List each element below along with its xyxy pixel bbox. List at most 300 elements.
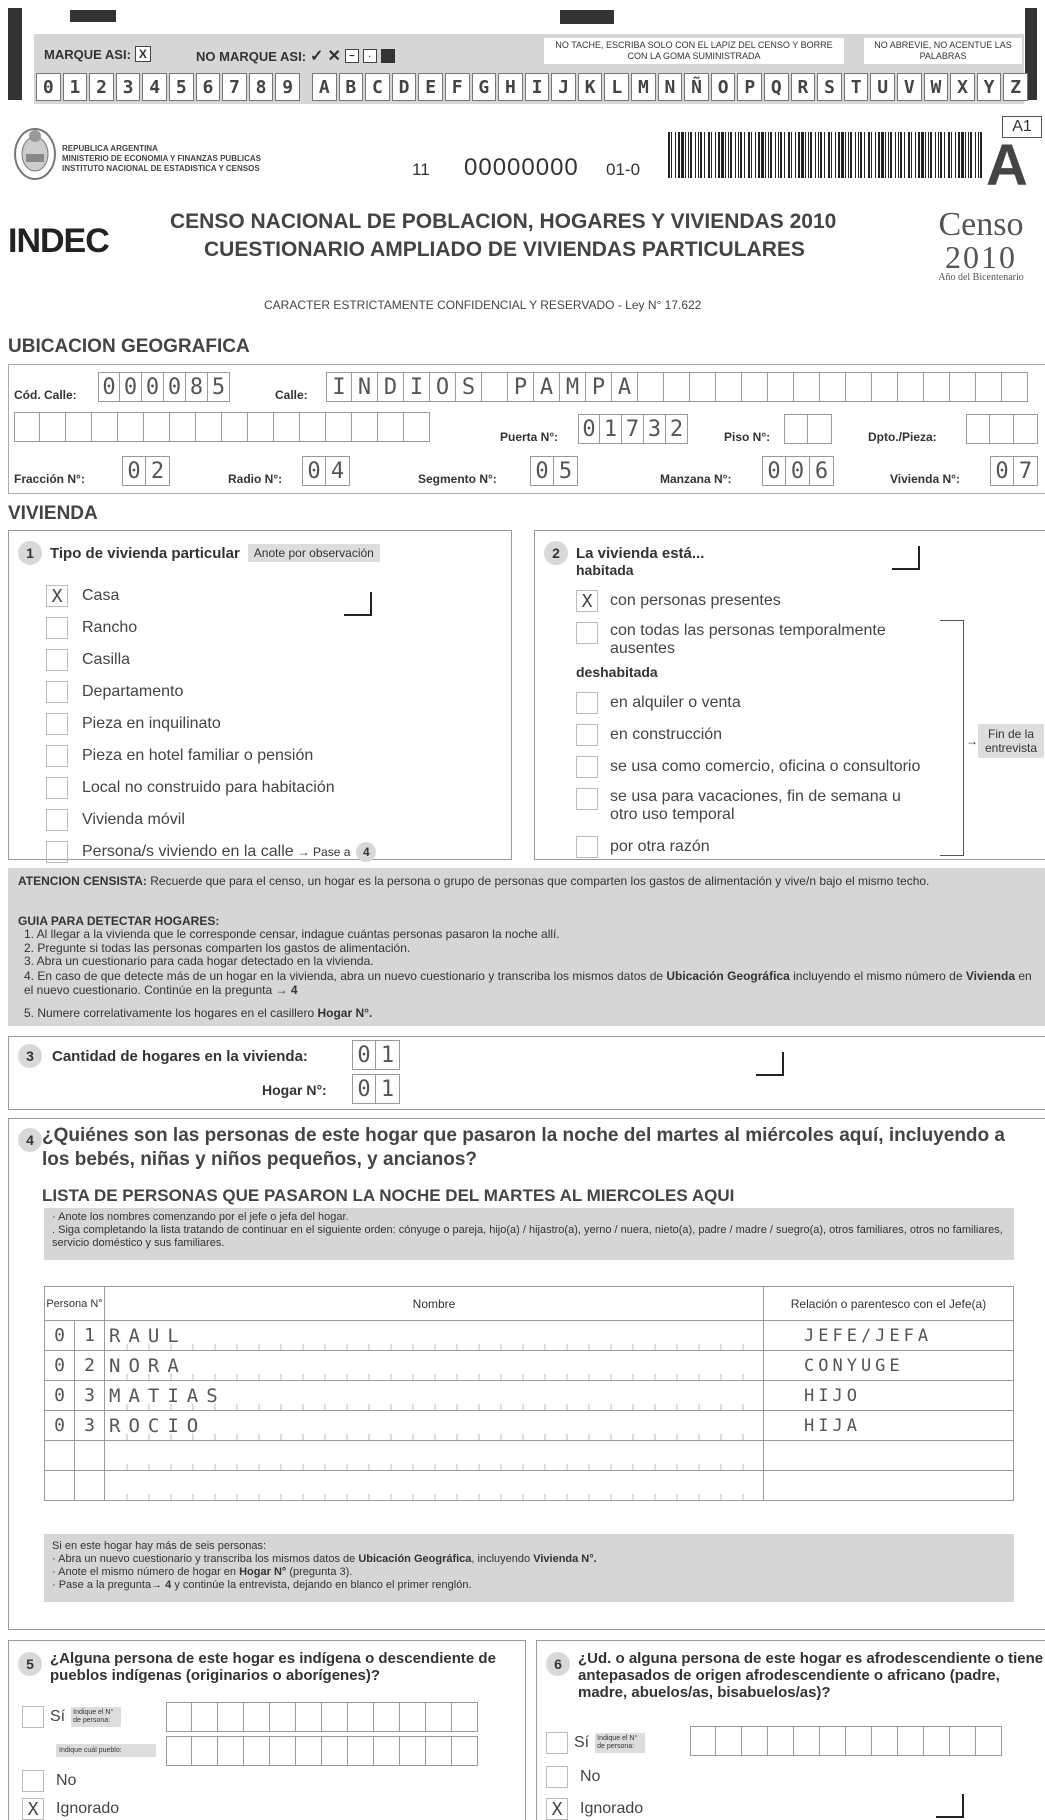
q5-persona-cells[interactable] bbox=[166, 1702, 478, 1732]
input-cell[interactable] bbox=[664, 372, 690, 402]
q6-label-si: Sí bbox=[574, 1734, 590, 1751]
manzana-field[interactable] bbox=[762, 456, 834, 486]
input-cell[interactable]: 8 bbox=[186, 372, 208, 402]
person-rel: CONYUGE bbox=[804, 1355, 904, 1376]
input-cell[interactable] bbox=[976, 372, 1002, 402]
person-name-cell[interactable] bbox=[105, 1471, 764, 1501]
q2-fin-arrow: → bbox=[966, 734, 978, 748]
input-cell[interactable]: 5 bbox=[554, 456, 578, 486]
input-cell[interactable] bbox=[352, 412, 378, 442]
q1-checkbox[interactable]: X bbox=[46, 585, 68, 607]
q1-checkbox[interactable] bbox=[46, 617, 68, 639]
puerta-field[interactable] bbox=[578, 414, 688, 444]
input-cell[interactable] bbox=[14, 412, 40, 442]
input-cell[interactable]: 0 bbox=[990, 456, 1014, 486]
input-cell[interactable] bbox=[768, 1726, 794, 1756]
atencion-label: ATENCION CENSISTA: bbox=[18, 874, 147, 888]
fraccion-field[interactable] bbox=[122, 456, 170, 486]
q4-note-2 bbox=[52, 1566, 1006, 1579]
input-cell[interactable] bbox=[296, 1736, 322, 1766]
q1-checkbox[interactable] bbox=[46, 713, 68, 735]
input-cell[interactable]: 6 bbox=[810, 456, 834, 486]
person-rel-cell[interactable] bbox=[764, 1441, 1014, 1471]
input-cell[interactable] bbox=[846, 1726, 872, 1756]
alphabet-char: Q bbox=[764, 73, 789, 101]
q1-title: Tipo de vivienda particular bbox=[50, 544, 240, 562]
registration-mark-top-center bbox=[560, 10, 614, 24]
input-cell[interactable] bbox=[716, 1726, 742, 1756]
input-cell[interactable] bbox=[820, 1726, 846, 1756]
q6-indique-nro: Indique el N° de persona: bbox=[595, 1733, 645, 1753]
table-row bbox=[45, 1351, 1014, 1381]
input-cell[interactable] bbox=[400, 1702, 426, 1732]
input-cell[interactable]: 0 bbox=[142, 372, 164, 402]
input-cell[interactable] bbox=[794, 1726, 820, 1756]
censo-year: 2010 bbox=[945, 239, 1017, 275]
cod-calle-field[interactable] bbox=[98, 372, 230, 402]
q4-note-1d: Vivienda N°. bbox=[533, 1553, 597, 1565]
person-name-cell[interactable] bbox=[105, 1411, 764, 1441]
input-cell[interactable]: 7 bbox=[622, 414, 644, 444]
person-n1-cell[interactable] bbox=[45, 1441, 75, 1471]
person-n1-cell[interactable] bbox=[45, 1381, 75, 1411]
q2-option-ausentes[interactable] bbox=[576, 622, 936, 658]
input-cell[interactable] bbox=[274, 412, 300, 442]
q6-option-no[interactable] bbox=[546, 1766, 600, 1788]
persons-table bbox=[44, 1286, 1014, 1501]
input-cell[interactable] bbox=[690, 1726, 716, 1756]
input-cell[interactable]: I bbox=[404, 372, 430, 402]
alphabet-char: 7 bbox=[222, 73, 247, 101]
input-cell[interactable] bbox=[400, 1736, 426, 1766]
person-n1: 0 bbox=[54, 1325, 65, 1346]
q2-checkbox-ausentes[interactable] bbox=[576, 622, 598, 644]
q2-label-presentes: con personas presentes bbox=[610, 592, 781, 609]
input-cell[interactable]: 5 bbox=[208, 372, 230, 402]
person-n1-cell[interactable] bbox=[45, 1351, 75, 1381]
input-cell[interactable] bbox=[326, 412, 352, 442]
q2-checkbox-presentes[interactable]: X bbox=[576, 590, 598, 612]
q6-option-ignorado[interactable] bbox=[546, 1798, 643, 1820]
q6-persona-cells[interactable] bbox=[690, 1726, 1002, 1756]
q4-number: 4 bbox=[18, 1128, 42, 1152]
alphabet-char: F bbox=[445, 73, 470, 101]
input-cell[interactable]: S bbox=[456, 372, 482, 402]
input-cell[interactable] bbox=[144, 412, 170, 442]
q1-option[interactable] bbox=[46, 740, 376, 772]
input-cell[interactable] bbox=[452, 1736, 478, 1766]
input-cell[interactable] bbox=[976, 1726, 1002, 1756]
q5-option-no[interactable] bbox=[22, 1770, 76, 1792]
calle-continuation-field[interactable] bbox=[14, 412, 430, 442]
q2-checkbox-comercio[interactable] bbox=[576, 756, 598, 778]
person-n1-cell[interactable] bbox=[45, 1471, 75, 1501]
fraccion-label: Fracción N°: bbox=[14, 472, 85, 486]
confidential-notice: CARACTER ESTRICTAMENTE CONFIDENCIAL Y RESERVADO - Ley N° 17.622 bbox=[264, 298, 702, 312]
alphabet-char: D bbox=[392, 73, 417, 101]
input-cell[interactable] bbox=[300, 412, 326, 442]
alphabet-char: 3 bbox=[116, 73, 141, 101]
input-cell[interactable] bbox=[990, 414, 1014, 444]
q6-checkbox-ignorado[interactable]: X bbox=[546, 1798, 568, 1820]
input-cell[interactable] bbox=[950, 1726, 976, 1756]
person-n2-cell[interactable] bbox=[75, 1321, 105, 1351]
person-rel: HIJO bbox=[804, 1385, 861, 1406]
input-cell[interactable] bbox=[192, 1702, 218, 1732]
q2-option-construccion[interactable] bbox=[576, 724, 722, 746]
q1-checkbox[interactable] bbox=[46, 777, 68, 799]
table-row bbox=[45, 1471, 1014, 1501]
q2-deshabitada-label: deshabitada bbox=[576, 664, 658, 680]
input-cell[interactable]: A bbox=[612, 372, 638, 402]
input-cell[interactable] bbox=[322, 1736, 348, 1766]
input-cell[interactable] bbox=[690, 372, 716, 402]
q2-checkbox-alquiler[interactable] bbox=[576, 692, 598, 714]
input-cell[interactable]: 0 bbox=[352, 1074, 376, 1104]
input-cell[interactable] bbox=[196, 412, 222, 442]
q5-indique-pueblo: Indique cuál pueblo: bbox=[56, 1744, 156, 1757]
atencion-text bbox=[18, 874, 1042, 888]
q2-number: 2 bbox=[544, 541, 568, 565]
alphabet-char: J bbox=[551, 73, 576, 101]
q2-label-construccion: en construcción bbox=[610, 726, 723, 743]
input-cell[interactable] bbox=[426, 1736, 452, 1766]
input-cell[interactable]: 0 bbox=[122, 456, 146, 486]
person-n1-cell[interactable] bbox=[45, 1411, 75, 1441]
dpto-field[interactable] bbox=[966, 414, 1038, 444]
q2-checkbox-construccion[interactable] bbox=[576, 724, 598, 746]
radio-label: Radio N°: bbox=[228, 472, 283, 486]
input-cell[interactable]: 0 bbox=[164, 372, 186, 402]
input-cell[interactable] bbox=[482, 372, 508, 402]
q5-checkbox-si[interactable] bbox=[22, 1706, 44, 1728]
input-cell[interactable] bbox=[218, 1736, 244, 1766]
input-cell[interactable]: 0 bbox=[786, 456, 810, 486]
input-cell[interactable] bbox=[322, 1702, 348, 1732]
person-name: RAUL bbox=[109, 1324, 187, 1347]
q2-option-comercio[interactable] bbox=[576, 756, 920, 778]
input-cell[interactable] bbox=[296, 1702, 322, 1732]
q2-bracket-line bbox=[940, 620, 964, 856]
q4-note-1 bbox=[52, 1553, 1006, 1566]
q6-option-si[interactable] bbox=[546, 1732, 645, 1754]
alphabet-char: 6 bbox=[196, 73, 221, 101]
marque-asi bbox=[44, 46, 151, 62]
q4-instr-1: · Anote los nombres comenzando por el jefe o jefa del hogar. bbox=[52, 1211, 349, 1223]
alphabet-char: 1 bbox=[63, 73, 88, 101]
q4-note-2c: (pregunta 3). bbox=[289, 1566, 353, 1578]
input-cell[interactable]: N bbox=[352, 372, 378, 402]
q1-option[interactable] bbox=[46, 804, 376, 836]
input-cell[interactable] bbox=[638, 372, 664, 402]
person-name-cell[interactable] bbox=[105, 1321, 764, 1351]
input-cell[interactable]: 0 bbox=[352, 1040, 376, 1070]
input-cell[interactable]: O bbox=[430, 372, 456, 402]
input-cell[interactable]: 2 bbox=[146, 456, 170, 486]
input-cell[interactable] bbox=[92, 412, 118, 442]
q5-checkbox-ignorado[interactable]: X bbox=[22, 1798, 44, 1820]
guia-item-5-hogar: Hogar N°. bbox=[317, 1006, 373, 1020]
q1-checkbox[interactable] bbox=[46, 649, 68, 671]
input-cell[interactable]: 0 bbox=[762, 456, 786, 486]
person-n2-cell[interactable] bbox=[75, 1411, 105, 1441]
guia-item: 2. Pregunte si todas las personas comparten los gastos de alimentación. bbox=[24, 940, 411, 955]
person-rel-cell[interactable] bbox=[764, 1411, 1014, 1441]
input-cell[interactable] bbox=[924, 1726, 950, 1756]
q2-option-alquiler[interactable] bbox=[576, 692, 741, 714]
alphabet-char: N bbox=[658, 73, 683, 101]
input-cell[interactable] bbox=[794, 372, 820, 402]
input-cell[interactable] bbox=[716, 372, 742, 402]
input-cell[interactable]: 1 bbox=[600, 414, 622, 444]
input-cell[interactable] bbox=[950, 372, 976, 402]
vivienda-title: VIVIENDA bbox=[8, 503, 98, 524]
q1-option-label: Rancho bbox=[82, 619, 138, 636]
input-cell[interactable] bbox=[248, 412, 274, 442]
checkmark-icon: ✓ bbox=[310, 48, 324, 65]
puerta-label: Puerta N°: bbox=[500, 430, 559, 444]
q3-hogares-field[interactable] bbox=[352, 1040, 400, 1070]
q2-option-otra[interactable] bbox=[576, 836, 710, 858]
vivienda-nro-label: Vivienda N°: bbox=[890, 472, 960, 486]
segmento-label: Segmento N°: bbox=[418, 472, 497, 486]
input-cell[interactable] bbox=[898, 372, 924, 402]
person-n2: 1 bbox=[84, 1325, 95, 1346]
input-cell[interactable]: 4 bbox=[326, 456, 350, 486]
input-cell[interactable] bbox=[378, 412, 404, 442]
q6-checkbox-si[interactable] bbox=[546, 1732, 568, 1754]
input-cell[interactable] bbox=[192, 1736, 218, 1766]
person-name: NORA bbox=[109, 1354, 187, 1377]
q1-option[interactable] bbox=[46, 676, 376, 708]
input-cell[interactable] bbox=[924, 372, 950, 402]
input-cell[interactable] bbox=[426, 1702, 452, 1732]
guia-title: GUIA PARA DETECTAR HOGARES: bbox=[18, 914, 220, 928]
input-cell[interactable] bbox=[1014, 414, 1038, 444]
person-rel-cell[interactable] bbox=[764, 1471, 1014, 1501]
piso-label: Piso N°: bbox=[724, 430, 771, 444]
q2-checkbox-otra[interactable] bbox=[576, 836, 598, 858]
input-cell[interactable] bbox=[348, 1736, 374, 1766]
q3-number: 3 bbox=[18, 1044, 42, 1068]
col-nombre: Nombre bbox=[105, 1287, 764, 1321]
registration-mark-top-left bbox=[70, 10, 116, 22]
q4-note-title: Si en este hogar hay más de seis personas: bbox=[52, 1540, 267, 1552]
input-cell[interactable] bbox=[784, 414, 808, 444]
input-cell[interactable]: A bbox=[534, 372, 560, 402]
guia-item-4-ubicacion: Ubicación Geográfica bbox=[666, 969, 790, 983]
input-cell[interactable] bbox=[170, 412, 196, 442]
q1-option[interactable] bbox=[46, 612, 376, 644]
q6-checkbox-no[interactable] bbox=[546, 1766, 568, 1788]
code-zeros: 00000000 bbox=[464, 154, 579, 181]
guia-item-5 bbox=[24, 1006, 372, 1020]
input-cell[interactable] bbox=[66, 412, 92, 442]
input-cell[interactable] bbox=[244, 1736, 270, 1766]
guia-item: 3. Abra un cuestionario para cada hogar detectado en la vivienda. bbox=[24, 954, 374, 968]
instruction-lapiz: NO TACHE, ESCRIBA SOLO CON EL LAPIZ DEL CENSO Y BORRE CON LA GOMA SUMINISTRADA bbox=[544, 38, 844, 64]
q4-note-panel bbox=[44, 1534, 1014, 1602]
input-cell[interactable] bbox=[820, 372, 846, 402]
q3-label: Cantidad de hogares en la vivienda: bbox=[52, 1047, 308, 1065]
alphabet-char: S bbox=[817, 73, 842, 101]
q1-option-label: Local no construido para habitación bbox=[82, 779, 335, 796]
republica-text: REPUBLICA ARGENTINA bbox=[62, 144, 158, 153]
input-cell[interactable] bbox=[270, 1736, 296, 1766]
guia-item: 1. Al llegar a la vivienda que le corresponde censar, indague cuántas personas pasaron la noche allí. bbox=[24, 927, 560, 941]
person-rel-cell[interactable] bbox=[764, 1381, 1014, 1411]
marque-asi-label: MARQUE ASI: bbox=[44, 46, 131, 62]
q1-option[interactable] bbox=[46, 580, 376, 612]
q5-option-ignorado[interactable] bbox=[22, 1798, 119, 1820]
input-cell[interactable] bbox=[374, 1736, 400, 1766]
cod-calle-label: Cód. Calle: bbox=[14, 388, 77, 402]
input-cell[interactable]: D bbox=[378, 372, 404, 402]
alphabet-char: 4 bbox=[142, 73, 167, 101]
input-cell[interactable] bbox=[898, 1726, 924, 1756]
q1-option[interactable] bbox=[46, 836, 376, 868]
q1-option-label: Pieza en inquilinato bbox=[82, 715, 221, 732]
q1-checkbox[interactable] bbox=[46, 841, 68, 863]
q5-pueblo-cells[interactable] bbox=[166, 1736, 478, 1766]
q5-checkbox-no[interactable] bbox=[22, 1770, 44, 1792]
input-cell[interactable]: 3 bbox=[644, 414, 666, 444]
piso-field[interactable] bbox=[784, 414, 832, 444]
person-n2-cell[interactable] bbox=[75, 1441, 105, 1471]
input-cell[interactable] bbox=[872, 372, 898, 402]
input-cell[interactable] bbox=[872, 1726, 898, 1756]
person-name-cell[interactable] bbox=[105, 1381, 764, 1411]
q1-checkbox[interactable] bbox=[46, 809, 68, 831]
q4-note-3a: · Pase a la pregunta→ bbox=[52, 1579, 163, 1591]
q1-option-label: Persona/s viviendo en la calle bbox=[82, 843, 294, 860]
q4-note-1c: , incluyendo bbox=[471, 1553, 531, 1565]
q1-option[interactable] bbox=[46, 644, 376, 676]
q3-code-corner bbox=[756, 1052, 784, 1076]
q1-checkbox[interactable] bbox=[46, 681, 68, 703]
alphabet-char: V bbox=[897, 73, 922, 101]
input-cell[interactable] bbox=[166, 1736, 192, 1766]
input-cell[interactable] bbox=[166, 1702, 192, 1732]
person-name-cell[interactable] bbox=[105, 1441, 764, 1471]
alphabet-char: A bbox=[312, 73, 337, 101]
q1-option[interactable] bbox=[46, 772, 376, 804]
input-cell[interactable] bbox=[244, 1702, 270, 1732]
q5-label-ignorado: Ignorado bbox=[56, 1800, 120, 1817]
input-cell[interactable] bbox=[374, 1702, 400, 1732]
alphabet-char: R bbox=[791, 73, 816, 101]
input-cell[interactable] bbox=[846, 372, 872, 402]
q5-indique-nro: Indique el N° de persona: bbox=[71, 1707, 121, 1727]
barcode-icon bbox=[668, 132, 984, 178]
input-cell[interactable] bbox=[218, 1702, 244, 1732]
code-01: 01-0 bbox=[606, 160, 641, 179]
censo-logo bbox=[920, 208, 1042, 283]
person-n2-cell[interactable] bbox=[75, 1381, 105, 1411]
input-cell[interactable]: I bbox=[326, 372, 352, 402]
input-cell[interactable] bbox=[808, 414, 832, 444]
radio-field[interactable] bbox=[302, 456, 350, 486]
person-n1-cell[interactable] bbox=[45, 1321, 75, 1351]
input-cell[interactable] bbox=[768, 372, 794, 402]
calle-field[interactable] bbox=[326, 372, 1028, 402]
input-cell[interactable]: 1 bbox=[376, 1040, 400, 1070]
registration-mark-left bbox=[8, 8, 22, 100]
input-cell[interactable] bbox=[404, 412, 430, 442]
argentina-seal-icon bbox=[12, 124, 58, 182]
cross-icon: ✕ bbox=[327, 48, 341, 65]
person-n2-cell[interactable] bbox=[75, 1351, 105, 1381]
q4-number-wrap bbox=[18, 1128, 42, 1152]
person-n2-cell[interactable] bbox=[75, 1471, 105, 1501]
input-cell[interactable]: 0 bbox=[578, 414, 600, 444]
marque-asi-example: X bbox=[135, 46, 151, 62]
vivienda-nro-field[interactable] bbox=[990, 456, 1038, 486]
input-cell[interactable] bbox=[742, 372, 768, 402]
input-cell[interactable]: 1 bbox=[376, 1074, 400, 1104]
person-rel-cell[interactable] bbox=[764, 1351, 1014, 1381]
q1-checkbox[interactable] bbox=[46, 745, 68, 767]
q4-note-3b: y continúe la entrevista, dejando en blanco el primer renglón. bbox=[174, 1579, 472, 1591]
alphabet-char: G bbox=[472, 73, 497, 101]
guia-item-4-text-a: 4. En caso de que detecte más de un hogar en la vivienda, abra un nuevo cuestionario y transcriba los mismos datos de bbox=[24, 969, 664, 983]
q2-option-presentes[interactable] bbox=[576, 590, 781, 612]
q1-option[interactable] bbox=[46, 708, 376, 740]
input-cell[interactable]: 0 bbox=[302, 456, 326, 486]
input-cell[interactable] bbox=[742, 1726, 768, 1756]
input-cell[interactable]: 7 bbox=[1014, 456, 1038, 486]
input-cell[interactable]: 0 bbox=[530, 456, 554, 486]
q4-note-3-num: 4 bbox=[165, 1579, 172, 1591]
input-cell[interactable]: P bbox=[586, 372, 612, 402]
q3-hogar-field[interactable] bbox=[352, 1074, 400, 1104]
table-row bbox=[45, 1411, 1014, 1441]
form-letter: A bbox=[986, 133, 1028, 198]
input-cell[interactable]: P bbox=[508, 372, 534, 402]
input-cell[interactable] bbox=[270, 1702, 296, 1732]
alphabet-char: Ñ bbox=[684, 73, 709, 101]
code-11: 11 bbox=[412, 160, 430, 179]
input-cell[interactable]: 0 bbox=[98, 372, 120, 402]
person-n2: 2 bbox=[84, 1355, 95, 1376]
person-rel-cell[interactable] bbox=[764, 1321, 1014, 1351]
no-marque-asi bbox=[196, 46, 395, 66]
segmento-field[interactable] bbox=[530, 456, 578, 486]
person-name-cell[interactable] bbox=[105, 1351, 764, 1381]
input-cell[interactable]: 0 bbox=[120, 372, 142, 402]
input-cell[interactable] bbox=[1002, 372, 1028, 402]
q2-fin-entrevista: Fin de la entrevista bbox=[978, 724, 1044, 758]
q5-option-si[interactable] bbox=[22, 1706, 121, 1728]
table-row bbox=[45, 1381, 1014, 1411]
input-cell[interactable] bbox=[452, 1702, 478, 1732]
person-rel: JEFE/JEFA bbox=[804, 1325, 933, 1346]
input-cell[interactable] bbox=[348, 1702, 374, 1732]
input-cell[interactable]: M bbox=[560, 372, 586, 402]
input-cell[interactable] bbox=[118, 412, 144, 442]
input-cell[interactable]: 2 bbox=[666, 414, 688, 444]
q2-option-vacaciones[interactable] bbox=[576, 788, 936, 824]
q1-number: 1 bbox=[18, 541, 42, 565]
input-cell[interactable] bbox=[966, 414, 990, 444]
input-cell[interactable] bbox=[222, 412, 248, 442]
alphabet-char: U bbox=[870, 73, 895, 101]
q2-checkbox-vacaciones[interactable] bbox=[576, 788, 598, 810]
table-row bbox=[45, 1441, 1014, 1471]
q6-number: 6 bbox=[546, 1652, 570, 1676]
person-n1: 0 bbox=[54, 1385, 65, 1406]
input-cell[interactable] bbox=[40, 412, 66, 442]
